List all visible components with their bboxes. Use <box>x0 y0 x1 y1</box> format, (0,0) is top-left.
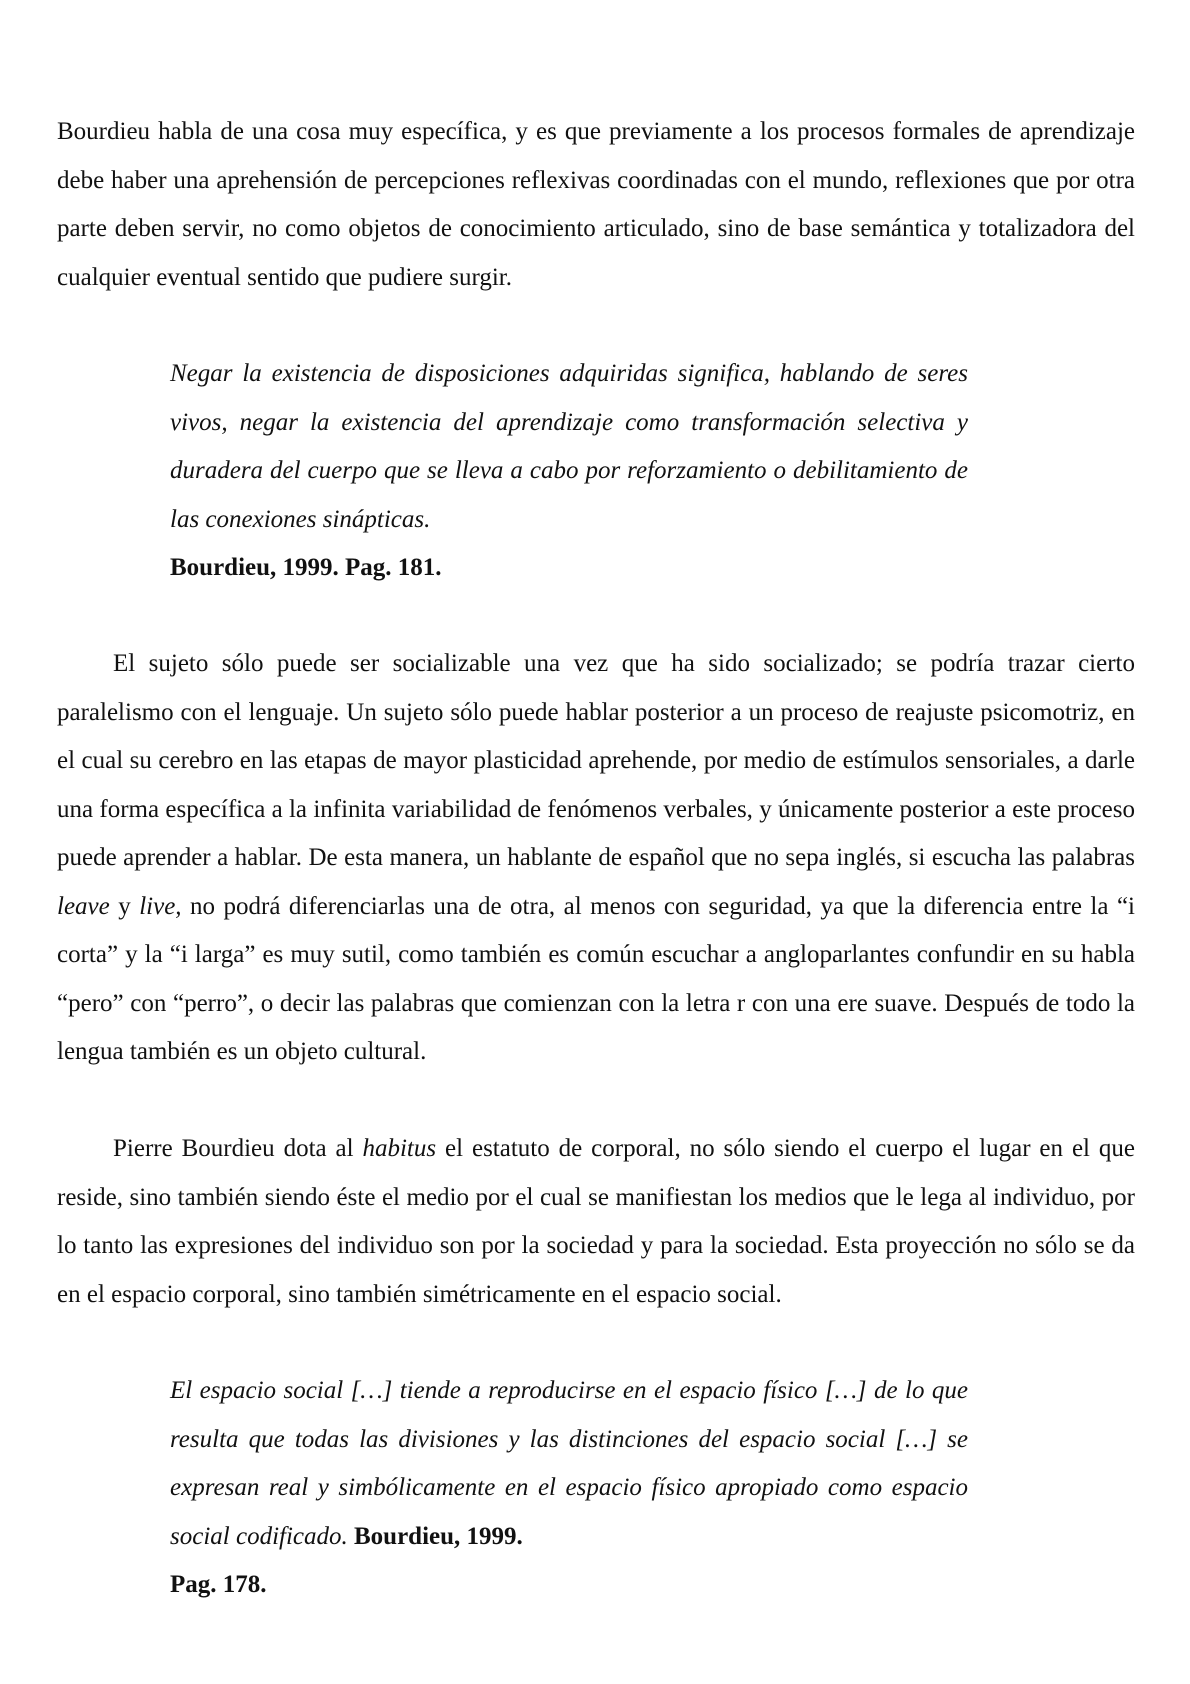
block-quote-1 <box>170 350 968 593</box>
paragraph-1: Bourdieu habla de una cosa muy específica, y es que previamente a los procesos formales de aprendizaje debe haber una aprehensión de percepciones reflexivas coordinadas con el mundo, reflexiones que por otra parte deben servir, no como objetos de conocimiento articulado, sino de base semántica y totalizadora del cualquier eventual sentido que pudiere surgir. <box>57 118 1135 291</box>
block-quote-1-citation: Bourdieu, 1999. Pag. 181. <box>170 554 442 581</box>
italic-word-leave: leave <box>57 892 110 920</box>
paragraph-2-part-3: no podrá diferenciarlas una de otra, al menos con seguridad, ya que la diferencia entre la “i corta” y la “i larga” es muy sutil, como también es común escuchar a angloparlantes confundir en su habla “pero” con “perro”, o decir las palabras que comienzan con la letra r con una ere suave. Después de todo la lengua también es un objeto cultural. <box>57 892 1135 1065</box>
paragraph-3-part-2: el estatuto de corporal, no sólo siendo el cuerpo el lugar en el que reside, sino también siendo éste el medio por el cual se manifiestan los medios que le lega al individuo, por lo tanto las expresiones del individuo son por la sociedad y para la sociedad. Esta proyección no sólo se da en el espacio corporal, sino también simétricamente en el espacio social. <box>57 1135 1135 1308</box>
block-quote-2 <box>170 1367 968 1610</box>
paragraph-3-part-1: Pierre Bourdieu dota al <box>113 1135 363 1162</box>
italic-word-live: live, <box>139 892 182 920</box>
block-quote-2-text: El espacio social […] tiende a reproducirse en el espacio físico […] de lo que resulta que todas las divisiones y las distinciones del espacio social […] se expresan real y simbólicamente en el espacio físico apropiado como espacio social codificado. <box>170 1377 968 1550</box>
block-quote-1-text: Negar la existencia de disposiciones adquiridas significa, hablando de seres vivos, negar la existencia del aprendizaje como transformación selectiva y duradera del cuerpo que se lleva a cabo por reforzamiento o debilitamiento de las conexiones sinápticas. <box>170 360 968 533</box>
paragraph-2-part-2: y <box>109 892 140 920</box>
block-quote-2-citation: Bourdieu, 1999. <box>354 1522 523 1550</box>
italic-term-habitus: habitus <box>362 1135 437 1162</box>
paragraph-3 <box>57 1125 1135 1319</box>
paragraph-2-part-1: El sujeto sólo puede ser socializable una vez que ha sido socializado; se podría trazar cierto paralelismo con el lenguaje. Un sujeto sólo puede hablar posterior a un proceso de reajuste psicomotriz, en el cual su cerebro en las etapas de mayor plasticidad aprehende, por medio de estímulos sensoriales, a darle una forma específica a la infinita variabilidad de fenómenos verbales, y únicamente posterior a este proceso puede aprender a hablar. De esta manera, un hablante de español que no sepa inglés, si escucha las palabras <box>57 650 1135 871</box>
paragraph-2 <box>57 640 1135 1077</box>
block-quote-2-citation-page: Pag. 178. <box>170 1571 267 1598</box>
